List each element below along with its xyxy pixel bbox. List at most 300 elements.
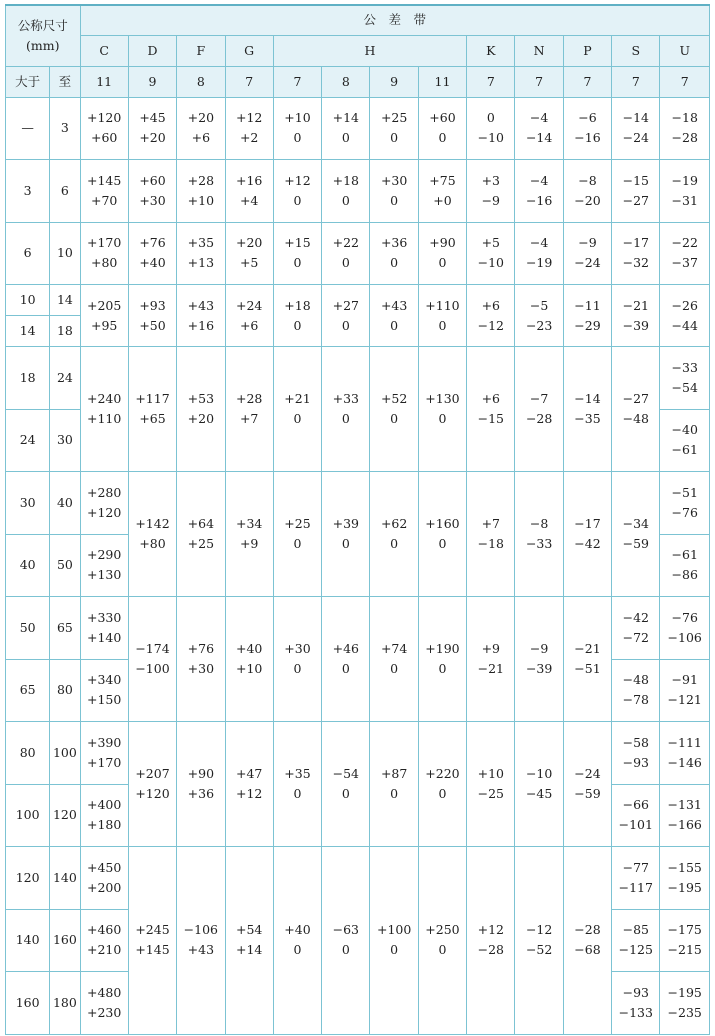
to-header: 至 xyxy=(50,66,80,97)
tolerance-value: 0 xyxy=(341,192,350,208)
tolerance-value: +35 xyxy=(187,235,215,251)
cell-h11 xyxy=(418,597,466,722)
cell-h11 xyxy=(418,222,466,285)
tolerance-value: +43 xyxy=(187,942,215,958)
size-to: 120 xyxy=(50,784,80,847)
grade: 9 xyxy=(370,66,418,97)
size-from: — xyxy=(6,97,50,160)
tolerance-value: 0 xyxy=(390,942,399,958)
tolerance-value: −76 xyxy=(671,504,698,520)
tolerance-value: +230 xyxy=(87,1004,122,1020)
cell-h11 xyxy=(418,97,466,160)
size-to: 100 xyxy=(50,722,80,785)
tolerance-value: −5 xyxy=(529,297,549,313)
grade: 7 xyxy=(660,66,710,97)
cell-k xyxy=(467,160,515,223)
grade: 7 xyxy=(273,66,321,97)
cell-n xyxy=(515,160,563,223)
tolerance-value: +27 xyxy=(332,297,360,313)
tolerance-value: +120 xyxy=(87,110,122,126)
size-from: 120 xyxy=(6,847,50,910)
tolerance-value: 0 xyxy=(293,192,302,208)
cell-h9 xyxy=(370,285,418,347)
size-to: 50 xyxy=(50,534,80,597)
cell-c xyxy=(80,97,128,160)
cell-d xyxy=(128,347,176,472)
cell-u-a xyxy=(660,597,710,660)
tolerance-value: +140 xyxy=(87,629,122,645)
tolerance-value: −68 xyxy=(574,942,601,958)
tolerance-value: +75 xyxy=(429,172,456,188)
cell-p xyxy=(563,285,611,347)
col-letter-p: P xyxy=(563,35,611,66)
tolerance-value: −54 xyxy=(332,766,360,781)
col-letter-g: G xyxy=(225,35,273,66)
tolerance-value: +36 xyxy=(187,786,215,801)
size-from: 14 xyxy=(6,316,50,347)
cell-h11 xyxy=(418,847,466,1035)
cell-c-b xyxy=(80,909,128,972)
tolerance-value: +90 xyxy=(187,766,215,781)
tolerance-value: −61 xyxy=(671,442,698,458)
cell-h8 xyxy=(322,222,370,285)
cell-s-b xyxy=(612,659,660,722)
cell-u-a xyxy=(660,722,710,785)
tolerance-value: +130 xyxy=(425,391,460,406)
cell-h9 xyxy=(370,597,418,722)
tolerance-value: +120 xyxy=(87,504,122,520)
tolerance-value: +65 xyxy=(139,411,166,426)
cell-k xyxy=(467,285,515,347)
tolerance-value: −86 xyxy=(671,567,698,583)
col-letter-n: N xyxy=(515,35,563,66)
cell-u xyxy=(660,222,710,285)
cell-s-b xyxy=(612,784,660,847)
tolerance-value: +18 xyxy=(332,172,360,188)
tolerance-value: 0 xyxy=(390,130,399,146)
cell-c-a xyxy=(80,597,128,660)
tolerance-value: −54 xyxy=(671,379,698,395)
tolerance-value: −85 xyxy=(622,922,649,938)
tolerance-value: 0 xyxy=(390,536,399,551)
tolerance-value: +10 xyxy=(477,766,504,781)
cell-s-a xyxy=(612,722,660,785)
tolerance-value: −21 xyxy=(477,661,504,676)
tolerance-value: −155 xyxy=(667,859,702,875)
tolerance-value: −34 xyxy=(622,516,649,531)
tolerance-value: −106 xyxy=(183,922,218,938)
tolerance-value: −195 xyxy=(667,984,702,1000)
cell-h8 xyxy=(322,160,370,223)
cell-k xyxy=(467,847,515,1035)
tolerance-value: +280 xyxy=(87,484,122,500)
tolerance-value: −16 xyxy=(525,192,553,208)
tolerance-value: +50 xyxy=(139,317,166,333)
tolerance-value: −29 xyxy=(574,317,601,333)
cell-u-b xyxy=(660,534,710,597)
cell-d xyxy=(128,597,176,722)
tolerance-value: +25 xyxy=(380,110,408,126)
grade: 8 xyxy=(177,66,225,97)
tolerance-value: −24 xyxy=(622,130,649,146)
cell-n xyxy=(515,285,563,347)
cell-h7 xyxy=(273,722,321,847)
cell-h7 xyxy=(273,97,321,160)
tolerance-value: 0 xyxy=(293,317,302,333)
tolerance-value: +47 xyxy=(235,766,263,781)
cell-u-a xyxy=(660,847,710,910)
tolerance-value: +12 xyxy=(235,786,263,801)
tolerance-value: +34 xyxy=(235,516,263,531)
table-row xyxy=(6,285,710,316)
table-row xyxy=(6,222,710,285)
size-from: 18 xyxy=(6,347,50,410)
tolerance-value: −93 xyxy=(622,984,649,1000)
tolerance-value: −131 xyxy=(667,797,702,813)
tolerance-value: +200 xyxy=(87,879,122,895)
tolerance-value: −17 xyxy=(622,235,649,251)
table-row xyxy=(6,847,710,910)
tolerance-value: 0 xyxy=(293,536,302,551)
tolerance-value: +14 xyxy=(332,110,360,126)
tolerance-value: −10 xyxy=(477,130,504,146)
col-letter-u: U xyxy=(660,35,710,66)
cell-g xyxy=(225,597,273,722)
tolerance-value: −7 xyxy=(529,391,549,406)
tolerance-value: +4 xyxy=(239,192,259,208)
tolerance-value: +30 xyxy=(380,172,408,188)
tolerance-value: −48 xyxy=(622,411,649,426)
tolerance-value: +6 xyxy=(481,297,501,313)
grade: 11 xyxy=(418,66,466,97)
tolerance-value: −15 xyxy=(477,411,504,426)
tolerance-value: −9 xyxy=(529,641,549,656)
tolerance-value: −17 xyxy=(574,516,601,531)
tolerance-value: +13 xyxy=(187,255,215,271)
tolerance-zone-header: 公 差 带 xyxy=(80,5,709,35)
tolerance-value: 0 xyxy=(438,255,447,271)
tolerance-value: +170 xyxy=(87,235,122,251)
tolerance-value: +95 xyxy=(90,317,118,333)
cell-g xyxy=(225,285,273,347)
tolerance-value: +210 xyxy=(87,942,122,958)
cell-f xyxy=(177,597,225,722)
cell-h7 xyxy=(273,347,321,472)
grade: 11 xyxy=(80,66,128,97)
tolerance-value: −42 xyxy=(622,609,649,625)
tolerance-value: −16 xyxy=(574,130,601,146)
tolerance-value: −14 xyxy=(574,391,601,406)
cell-s xyxy=(612,97,660,160)
cell-c-b xyxy=(80,659,128,722)
tolerance-value: +60 xyxy=(139,172,166,188)
tolerance-value: +28 xyxy=(235,391,263,406)
cell-s xyxy=(612,160,660,223)
tolerance-value: +240 xyxy=(87,391,122,406)
tolerance-value: −117 xyxy=(618,879,653,895)
size-from: 65 xyxy=(6,659,50,722)
tolerance-value: +76 xyxy=(139,235,166,251)
tolerance-value: 0 xyxy=(390,411,399,426)
cell-h11 xyxy=(418,472,466,597)
tolerance-value: −61 xyxy=(671,547,698,563)
tolerance-value: 0 xyxy=(438,411,447,426)
cell-p xyxy=(563,847,611,1035)
tolerance-value: +12 xyxy=(235,110,263,126)
tolerance-value: 0 xyxy=(341,411,350,426)
cell-h8 xyxy=(322,722,370,847)
tolerance-value: 0 xyxy=(438,942,447,958)
cell-d xyxy=(128,847,176,1035)
nominal-size-header: 公称尺寸 (mm) xyxy=(6,5,81,66)
tolerance-value: +10 xyxy=(187,192,215,208)
tolerance-value: +245 xyxy=(135,922,170,938)
grade: 7 xyxy=(515,66,563,97)
cell-n xyxy=(515,472,563,597)
tolerance-value: +12 xyxy=(477,922,504,938)
tolerance-value: +87 xyxy=(380,766,408,781)
cell-k xyxy=(467,472,515,597)
tolerance-value: −125 xyxy=(618,942,653,958)
tolerance-value: +74 xyxy=(380,641,408,656)
tolerance-value: −33 xyxy=(671,359,698,375)
cell-p xyxy=(563,597,611,722)
grade: 7 xyxy=(225,66,273,97)
tolerance-value: +100 xyxy=(376,922,412,938)
cell-f xyxy=(177,847,225,1035)
tolerance-value: −59 xyxy=(574,786,601,801)
cell-h9 xyxy=(370,222,418,285)
cell-c xyxy=(80,285,128,347)
size-to: 140 xyxy=(50,847,80,910)
cell-c-a xyxy=(80,472,128,535)
tolerance-value: 0 xyxy=(390,317,399,333)
tolerance-value: +340 xyxy=(87,672,122,688)
size-to: 80 xyxy=(50,659,80,722)
cell-u xyxy=(660,160,710,223)
size-from: 80 xyxy=(6,722,50,785)
tolerance-value: −51 xyxy=(574,661,601,676)
table-body xyxy=(6,97,710,1034)
table-row xyxy=(6,472,710,535)
cell-k xyxy=(467,597,515,722)
tolerance-value: +160 xyxy=(425,516,460,531)
cell-s-a xyxy=(612,847,660,910)
cell-f xyxy=(177,97,225,160)
col-letter-d: D xyxy=(128,35,176,66)
tolerance-value: −15 xyxy=(622,172,649,188)
cell-h8 xyxy=(322,472,370,597)
cell-k xyxy=(467,97,515,160)
tolerance-value: +62 xyxy=(380,516,408,531)
size-from: 24 xyxy=(6,409,50,472)
tolerance-value: +15 xyxy=(284,235,311,251)
cell-p xyxy=(563,160,611,223)
tolerance-value: −31 xyxy=(671,192,698,208)
cell-d xyxy=(128,472,176,597)
grade: 8 xyxy=(322,66,370,97)
tolerance-value: 0 xyxy=(341,661,350,676)
tolerance-value: +33 xyxy=(332,391,360,406)
tolerance-value: +20 xyxy=(139,130,166,146)
tolerance-value: −175 xyxy=(667,922,702,938)
size-to: 160 xyxy=(50,909,80,972)
size-from: 140 xyxy=(6,909,50,972)
tolerance-value: −4 xyxy=(529,172,549,188)
tolerance-value: −45 xyxy=(525,786,553,801)
tolerance-value: 0 xyxy=(390,255,399,271)
tolerance-value: +16 xyxy=(235,172,263,188)
tolerance-value: 0 xyxy=(438,536,447,551)
tolerance-value: +480 xyxy=(87,984,122,1000)
cell-c-a xyxy=(80,722,128,785)
tolerance-value: −58 xyxy=(622,734,649,750)
cell-u-c xyxy=(660,972,710,1035)
cell-d xyxy=(128,722,176,847)
tolerance-value: +3 xyxy=(481,172,501,188)
tolerance-value: 0 xyxy=(293,786,302,801)
tolerance-value: −44 xyxy=(671,317,698,333)
size-from: 160 xyxy=(6,972,50,1035)
table-row xyxy=(6,347,710,410)
cell-u-b xyxy=(660,659,710,722)
cell-s-b xyxy=(612,909,660,972)
cell-c-a xyxy=(80,847,128,910)
cell-d xyxy=(128,285,176,347)
tolerance-value: +16 xyxy=(187,317,215,333)
tolerance-value: +70 xyxy=(90,192,118,208)
tolerance-value: −121 xyxy=(667,692,702,708)
cell-h8 xyxy=(322,97,370,160)
cell-f xyxy=(177,222,225,285)
grade: 7 xyxy=(563,66,611,97)
cell-g xyxy=(225,722,273,847)
tolerance-value: +46 xyxy=(332,641,360,656)
tolerance-value: −40 xyxy=(671,422,698,438)
tolerance-value: −28 xyxy=(525,411,553,426)
tolerance-value: +43 xyxy=(380,297,408,313)
tolerance-value: −37 xyxy=(671,255,698,271)
tolerance-value: +64 xyxy=(187,516,215,531)
tolerance-value: +290 xyxy=(87,547,122,563)
cell-p xyxy=(563,347,611,472)
cell-g xyxy=(225,847,273,1035)
cell-h11 xyxy=(418,160,466,223)
cell-n xyxy=(515,847,563,1035)
grade: 9 xyxy=(128,66,176,97)
tolerance-value: −174 xyxy=(135,641,170,656)
tolerance-value: +12 xyxy=(284,172,311,188)
tolerance-value: −14 xyxy=(622,110,649,126)
tolerance-value: +190 xyxy=(425,641,460,656)
tolerance-value: −106 xyxy=(667,629,702,645)
tolerance-value: +220 xyxy=(425,766,460,781)
tolerance-value: +170 xyxy=(87,754,122,770)
tolerance-value: +110 xyxy=(425,297,460,313)
cell-h9 xyxy=(370,97,418,160)
tolerance-value: −215 xyxy=(667,942,702,958)
cell-h9 xyxy=(370,722,418,847)
cell-f xyxy=(177,285,225,347)
tolerance-value: −4 xyxy=(529,110,549,126)
tolerance-value: +207 xyxy=(135,766,170,781)
cell-h7 xyxy=(273,160,321,223)
tolerance-value: 0 xyxy=(438,130,447,146)
tolerance-value: 0 xyxy=(341,130,350,146)
tolerance-value: −33 xyxy=(525,536,553,551)
cell-k xyxy=(467,347,515,472)
tolerance-value: +10 xyxy=(284,110,311,126)
tolerance-value: −14 xyxy=(525,130,553,146)
tolerance-value: +6 xyxy=(481,391,501,406)
size-to: 6 xyxy=(50,160,80,223)
tolerance-value: +7 xyxy=(239,411,259,426)
tolerance-value: +145 xyxy=(87,172,122,188)
tolerance-value: +25 xyxy=(187,536,215,551)
cell-c-b xyxy=(80,784,128,847)
tolerance-value: −39 xyxy=(622,317,649,333)
tolerance-value: −111 xyxy=(667,734,702,750)
tolerance-value: +54 xyxy=(235,922,263,938)
tolerance-value: −8 xyxy=(529,516,549,531)
tolerance-value: +14 xyxy=(235,942,263,958)
col-letter-h: H xyxy=(273,35,466,66)
tolerance-value: +460 xyxy=(87,922,122,938)
cell-n xyxy=(515,222,563,285)
tolerance-value: +20 xyxy=(187,411,215,426)
col-letter-c: C xyxy=(80,35,128,66)
tolerance-value: −32 xyxy=(622,255,649,271)
tolerance-value: −10 xyxy=(477,255,504,271)
size-from: 30 xyxy=(6,472,50,535)
cell-h11 xyxy=(418,285,466,347)
tolerance-value: −91 xyxy=(671,672,698,688)
tolerance-value: −63 xyxy=(332,922,360,938)
tolerance-value: 0 xyxy=(341,255,350,271)
cell-h9 xyxy=(370,847,418,1035)
cell-k xyxy=(467,722,515,847)
tolerance-value: 0 xyxy=(390,786,399,801)
tolerance-value: +2 xyxy=(239,130,259,146)
tolerance-value: +180 xyxy=(87,817,122,833)
cell-n xyxy=(515,347,563,472)
tolerance-value: +145 xyxy=(135,942,170,958)
tolerance-value: −133 xyxy=(618,1004,653,1020)
tolerance-value: −24 xyxy=(574,766,601,781)
tolerance-value: +52 xyxy=(380,391,408,406)
tolerance-value: +20 xyxy=(187,110,215,126)
tolerance-value: −8 xyxy=(578,172,597,188)
tolerance-table xyxy=(5,4,710,1035)
tolerance-value: −4 xyxy=(529,235,549,251)
cell-d xyxy=(128,222,176,285)
tolerance-value: −20 xyxy=(574,192,601,208)
tolerance-value: +400 xyxy=(87,797,122,813)
cell-g xyxy=(225,160,273,223)
cell-h8 xyxy=(322,285,370,347)
tolerance-value: +28 xyxy=(187,172,215,188)
tolerance-value: +80 xyxy=(139,536,166,551)
size-from: 100 xyxy=(6,784,50,847)
cell-h9 xyxy=(370,160,418,223)
over-header: 大于 xyxy=(6,66,50,97)
cell-h8 xyxy=(322,347,370,472)
tolerance-value: +20 xyxy=(235,235,263,251)
cell-s xyxy=(612,472,660,597)
table-row xyxy=(6,597,710,660)
table-row xyxy=(6,722,710,785)
cell-u-a xyxy=(660,347,710,410)
